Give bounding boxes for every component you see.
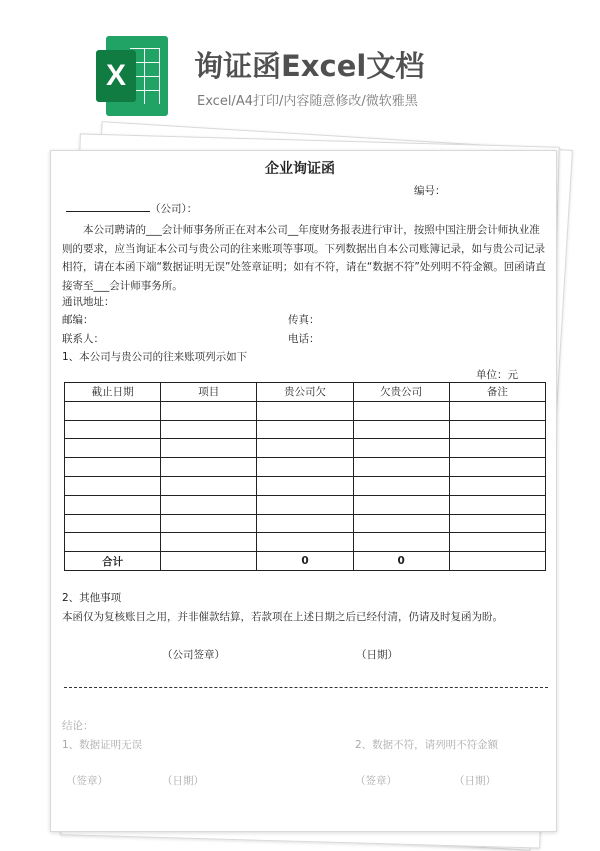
table-row [65,458,546,477]
table-header-row [65,383,546,402]
table-cell [65,458,161,477]
table-cell [353,401,449,420]
table-cell [257,401,353,420]
table-row [65,495,546,514]
table-cell [65,495,161,514]
table-cell [257,420,353,439]
table-cell [257,458,353,477]
table-cell [449,420,545,439]
address-label: 通讯地址： [62,296,115,308]
number-label: 编号： [414,185,446,197]
date-label: （日期） [356,649,398,661]
table-row [65,533,546,552]
table-cell [449,476,545,495]
table-row [65,420,546,439]
table-cell [353,420,449,439]
table-cell [161,552,257,571]
table-cell [449,533,545,552]
addressee-line [66,201,197,216]
phone-label: 电话： [288,333,320,345]
note-text: 本函仅为复核账目之用，并非催款结算，若款项在上述日期之后已经付清，仍请及时复函为盼。 [62,611,503,623]
section-2-heading: 2、其他事项 [62,592,122,604]
header-we-owe: 欠贵公司 [353,383,449,402]
date-right-label: （日期） [454,775,496,787]
header-they-owe: 贵公司欠 [257,383,353,402]
table-cell [161,458,257,477]
table-cell [449,439,545,458]
total-they-owe: 0 [257,552,353,571]
unit-label: 单位：元 [476,369,518,381]
table-cell [65,401,161,420]
table-cell [353,458,449,477]
table-cell [353,476,449,495]
table-cell [353,533,449,552]
table-cell [353,514,449,533]
table-cell [449,401,545,420]
table-cell [257,495,353,514]
table-cell [161,401,257,420]
header-item: 项目 [161,383,257,402]
header-remarks: 备注 [449,383,545,402]
table-cell [161,420,257,439]
addressee-blank [66,202,150,212]
table-row [65,476,546,495]
total-label: 合计 [65,552,161,571]
table-cell [449,514,545,533]
table-cell [257,533,353,552]
table-cell [353,439,449,458]
date-left-label: （日期） [162,775,204,787]
table-cell [65,476,161,495]
contact-label: 联系人： [62,333,104,345]
table-cell [161,476,257,495]
table-cell [449,552,545,571]
table-cell [65,514,161,533]
company-label: （公司）： [150,203,198,215]
page-title: 询证函Excel文档 [194,49,425,83]
table-cell [161,514,257,533]
conclusion-label: 结论： [62,720,94,732]
letter-body: 本公司聘请的___会计师事务所正在对本公司__年度财务报表进行审计，按照中国注册会计师执业准则的要求，应当询证本公司与贵公司的往来账项等事项。下列数据出自本公司账簿记录，如与贵公司记录相符，请在本函下端“数据证明无误”处签章证明；如有不符，请在“数据不符”处列明不符金额。回函请直接寄至___会计师事务所。 [62,224,546,292]
total-we-owe: 0 [353,552,449,571]
table-cell [161,533,257,552]
table-row [65,439,546,458]
table-cell [353,495,449,514]
table-cell [257,514,353,533]
fax-label: 传真： [288,314,320,326]
table-cell [449,458,545,477]
excel-logo-icon: X [96,36,168,116]
table-cell [257,476,353,495]
table-cell [65,439,161,458]
confirm-bad-label: 2、数据不符，请列明不符金额 [355,739,499,751]
table-cell [65,533,161,552]
postcode-label: 邮编： [62,314,94,326]
document-title: 企业询证函 [265,161,335,177]
cut-line [64,687,548,688]
table-cell [161,439,257,458]
total-row [65,552,546,571]
section-1-heading: 1、本公司与贵公司的往来账项列示如下 [62,351,248,363]
header-cutoff-date: 截止日期 [65,383,161,402]
table-cell [161,495,257,514]
seal-left-label: （签章） [66,775,108,787]
ledger-table [64,382,546,571]
page-subtitle: Excel/A4打印/内容随意修改/微软雅黑 [197,94,418,109]
table-cell [65,420,161,439]
company-seal-label: （公司签章） [162,649,225,661]
confirm-ok-label: 1、数据证明无误 [62,739,143,751]
table-cell [257,439,353,458]
table-row [65,401,546,420]
seal-right-label: （签章） [355,775,397,787]
table-cell [449,495,545,514]
table-row [65,514,546,533]
